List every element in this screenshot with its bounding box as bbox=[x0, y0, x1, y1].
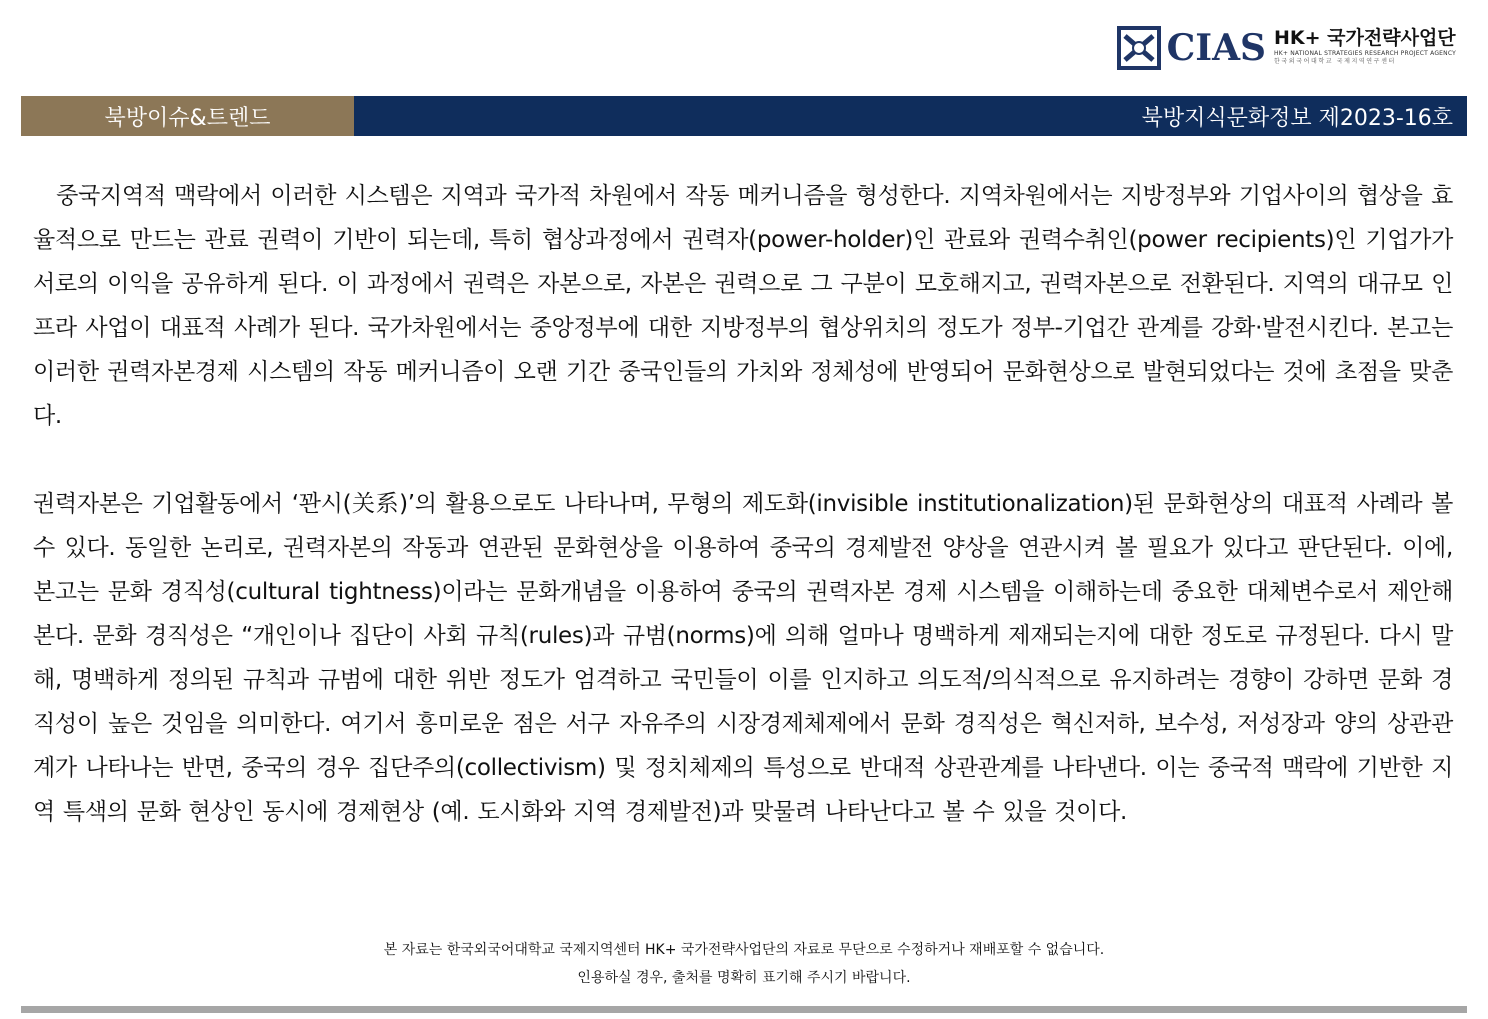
footer-divider bbox=[21, 1006, 1467, 1013]
section-label: 북방이슈&트렌드 bbox=[21, 96, 354, 136]
cias-logo bbox=[1117, 26, 1456, 70]
article-body bbox=[33, 174, 1453, 834]
paragraph-2: 권력자본은 기업활동에서 ‘꽌시(关系)’의 활용으로도 나타나며, 무형의 제도화(invisible institutionalization)된 문화현상의 대표적 사례라 볼 수 있다. 동일한 논리로, 권력자본의 작동과 연관된 문화현상을 이용하여 중국의 경제발전 양상을 연관시켜 볼 필요가 있다고 판단된다. 이에, 본고는 문화 경직성(cultural tightness)이라는 문화개념을 이용하여 중국의 권력자본 경제 시스템을 이해하는데 중요한 대체변수로서 제안해 본다. 문화 경직성은 “개인이나 집단이 사회 규칙(rules)과 규범(norms)에 의해 얼마나 명백하게 제재되는지에 대한 정도로 규정된다. 다시 말해, 명백하게 정의된 규칙과 규범에 대한 위반 정도가 엄격하고 국민들이 이를 인지하고 의도적/의식적으로 유지하려는 경향이 강하면 문화 경직성이 높은 것임을 의미한다. 여기서 흥미로운 점은 서구 자유주의 시장경제체제에서 문화 경직성은 혁신저하, 보수성, 저성장과 양의 상관관계가 나타나는 반면, 중국의 경우 집단주의(collectivism) 및 정치체제의 특성으로 반대적 상관관계를 나타낸다. 이는 중국적 맥락에 기반한 지역 특색의 문화 현상인 동시에 경제현상 (예. 도시화와 지역 경제발전)과 맞물려 나타난다고 볼 수 있을 것이다. bbox=[33, 491, 1453, 825]
copyright-line-2: 인용하실 경우, 출처를 명확히 표기해 주시기 바랍니다. bbox=[577, 970, 911, 986]
logo-brand: CIAS bbox=[1166, 27, 1267, 69]
logo-title: HK+ 국가전략사업단 bbox=[1274, 27, 1456, 49]
paragraph-1: 중국지역적 맥락에서 이러한 시스템은 지역과 국가적 차원에서 작동 메커니즘을 형성한다. 지역차원에서는 지방정부와 기업사이의 협상을 효율적으로 만드는 관료 권력이 기반이 되는데, 특히 협상과정에서 권력자(power-holder)인 관료와 권력수취인(power recipients)인 기업가가 서로의 이익을 공유하게 된다. 이 과정에서 권력은 자본으로, 자본은 권력으로 그 구분이 모호해지고, 권력자본으로 전환된다. 지역의 대규모 인프라 사업이 대표적 사례가 된다. 국가차원에서는 중앙정부에 대한 지방정부의 협상위치의 정도가 정부-기업간 관계를 강화·발전시킨다. 본고는 이러한 권력자본경제 시스템의 작동 메커니즘이 오랜 기간 중국인들의 가치와 정체성에 반영되어 문화현상으로 발현되었다는 것에 초점을 맞춘다. bbox=[33, 183, 1453, 429]
copyright-notice bbox=[21, 936, 1467, 992]
cias-emblem-icon bbox=[1117, 26, 1161, 70]
copyright-line-1: 본 자료는 한국외국어대학교 국제지역센터 HK+ 국가전략사업단의 자료로 무단으로 수정하거나 재배포할 수 없습니다. bbox=[383, 942, 1105, 958]
logo-subtitle-kr: 한국외국어대학교 국제지역연구센터 bbox=[1274, 58, 1396, 65]
issue-number: 북방지식문화정보 제2023-16호 bbox=[354, 96, 1467, 136]
logo-text-block bbox=[1274, 26, 1456, 66]
header-bar bbox=[21, 96, 1467, 136]
logo-subtitle-en: HK+ NATIONAL STRATEGIES RESEARCH PROJECT AGENCY bbox=[1274, 50, 1456, 57]
